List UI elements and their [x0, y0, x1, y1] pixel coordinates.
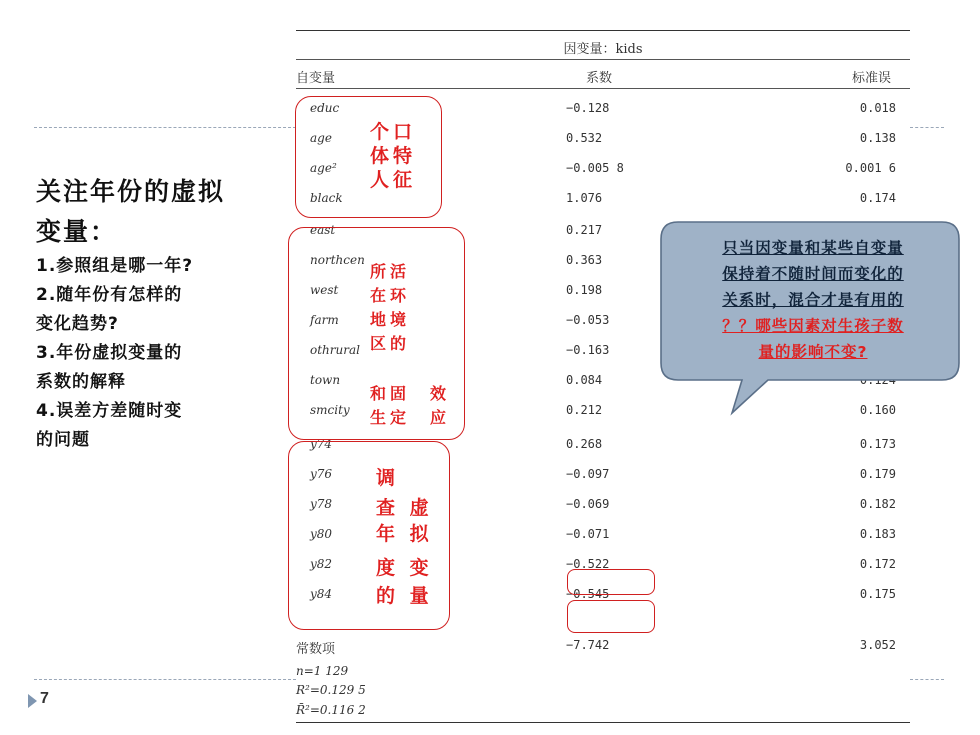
note-item: 3.年份虚拟变量的: [36, 343, 183, 363]
note-item: 4.误差方差随时变: [36, 401, 183, 421]
row-coefficient: 0.532: [566, 131, 603, 145]
row-coefficient: 0.363: [566, 253, 603, 267]
row-std-error: 0.172: [859, 557, 896, 571]
note-item: 2.随年份有怎样的: [36, 285, 183, 305]
row-variable: northcen: [310, 253, 365, 267]
stat-adj-r-squared: R̄²=0.116 2: [296, 703, 366, 717]
annotation-label: 度 变: [376, 557, 433, 579]
table-row-constant: [296, 638, 910, 658]
annotation-label: 查 虚: [376, 497, 433, 519]
annotation-label: 人征: [370, 169, 417, 191]
note-item: 的问题: [36, 430, 90, 450]
row-variable: y82: [310, 557, 333, 571]
annotation-label: 调: [376, 467, 400, 489]
stat-n: n=1 129: [296, 664, 349, 678]
row-variable: east: [310, 223, 336, 237]
row-coefficient: −0.522: [566, 557, 610, 571]
row-std-error: 0.179: [859, 467, 896, 481]
row-variable: othrural: [310, 343, 360, 357]
row-coefficient: −0.071: [566, 527, 610, 541]
callout-bubble: [660, 221, 960, 381]
row-std-error: 0.183: [859, 527, 896, 541]
row-variable: y84: [310, 587, 333, 601]
row-coefficient: −7.742: [566, 638, 610, 652]
callout-text: [672, 235, 954, 365]
row-std-error: 3.052: [859, 638, 896, 652]
row-std-error: 0.173: [859, 437, 896, 451]
annotation-label: 个口: [370, 121, 417, 143]
row-variable: farm: [310, 313, 339, 327]
table-rule-bottom: [296, 722, 910, 723]
annotation-label: 区的: [370, 334, 411, 353]
col-header-std-error: 标准误: [852, 71, 892, 86]
row-variable: y80: [310, 527, 333, 541]
row-variable: age²: [310, 161, 337, 175]
slide-divider-top: [34, 127, 296, 128]
row-coefficient: 0.217: [566, 223, 603, 237]
annotation-label: 应: [430, 408, 451, 427]
row-coefficient: 0.084: [566, 373, 603, 387]
annotation-label: 的 量: [376, 585, 433, 607]
note-item: 变化趋势?: [36, 314, 119, 334]
callout-line: 关系时，混合才是有用的: [722, 291, 904, 309]
row-std-error: 0.175: [859, 587, 896, 601]
row-variable: age: [310, 131, 332, 145]
row-coefficient: −0.163: [566, 343, 610, 357]
slide-divider-bottom: [34, 679, 296, 680]
annotation-label: 地境: [370, 310, 411, 329]
row-coefficient: 0.268: [566, 437, 603, 451]
annotation-label: 生定: [370, 408, 411, 427]
row-coefficient: 0.198: [566, 283, 603, 297]
row-std-error: 0.001 6: [845, 161, 896, 175]
table-rule: [296, 88, 910, 89]
callout-line: 只当因变量和某些自变量: [722, 239, 904, 257]
row-variable: smcity: [310, 403, 350, 417]
row-coefficient: 1.076: [566, 191, 603, 205]
row-std-error: 0.160: [859, 403, 896, 417]
slide-arrow-icon: [28, 694, 37, 708]
row-variable: y76: [310, 467, 333, 481]
annotation-label: 效: [430, 384, 451, 403]
table-rule-top: [296, 30, 910, 31]
note-item: 1.参照组是哪一年?: [36, 256, 194, 276]
y84-highlight-box: [567, 600, 655, 633]
notes-title: 关注年份的虚拟: [36, 177, 226, 206]
study-notes: [36, 172, 276, 455]
row-variable: black: [310, 191, 343, 205]
row-coefficient: 0.212: [566, 403, 603, 417]
callout-line: 保持着不随时间而变化的: [722, 265, 904, 283]
y82-highlight-box: [567, 569, 655, 595]
row-variable: west: [310, 283, 339, 297]
row-variable: y78: [310, 497, 333, 511]
stat-r-squared: R²=0.129 5: [296, 683, 366, 697]
annotation-label: 所活: [370, 262, 411, 281]
annotation-label: 在环: [370, 286, 411, 305]
slide-divider-top-right: [910, 127, 944, 128]
row-variable: 常数项: [296, 642, 336, 657]
annotation-label: 年 拟: [376, 523, 433, 545]
callout-line: 量的影响不变?: [758, 343, 868, 361]
row-variable: educ: [310, 101, 340, 115]
dependent-variable-label: 因变量：kids: [563, 42, 643, 57]
row-variable: town: [310, 373, 341, 387]
notes-title-cont: 变量：: [36, 217, 118, 246]
row-coefficient: −0.545: [566, 587, 610, 601]
row-std-error: 0.138: [859, 131, 896, 145]
row-variable: y74: [310, 437, 333, 451]
row-coefficient: −0.128: [566, 101, 610, 115]
note-item: 系数的解释: [36, 372, 126, 392]
col-header-coefficient: 系数: [586, 71, 613, 86]
row-coefficient: −0.097: [566, 467, 610, 481]
table-rule: [296, 59, 910, 60]
annotation-label: 体特: [370, 145, 417, 167]
row-coefficient: −0.005 8: [566, 161, 624, 175]
row-coefficient: −0.069: [566, 497, 610, 511]
slide-number: 7: [40, 690, 49, 707]
row-coefficient: −0.053: [566, 313, 610, 327]
annotation-label: 和固: [370, 384, 411, 403]
row-std-error: 0.182: [859, 497, 896, 511]
slide-divider-bottom-right: [910, 679, 944, 680]
row-std-error: 0.174: [859, 191, 896, 205]
row-std-error: 0.018: [859, 101, 896, 115]
col-header-variable: 自变量: [296, 71, 336, 86]
individual-traits-box: [295, 96, 442, 218]
callout-line: ？？哪些因素对生孩子数: [722, 317, 904, 335]
